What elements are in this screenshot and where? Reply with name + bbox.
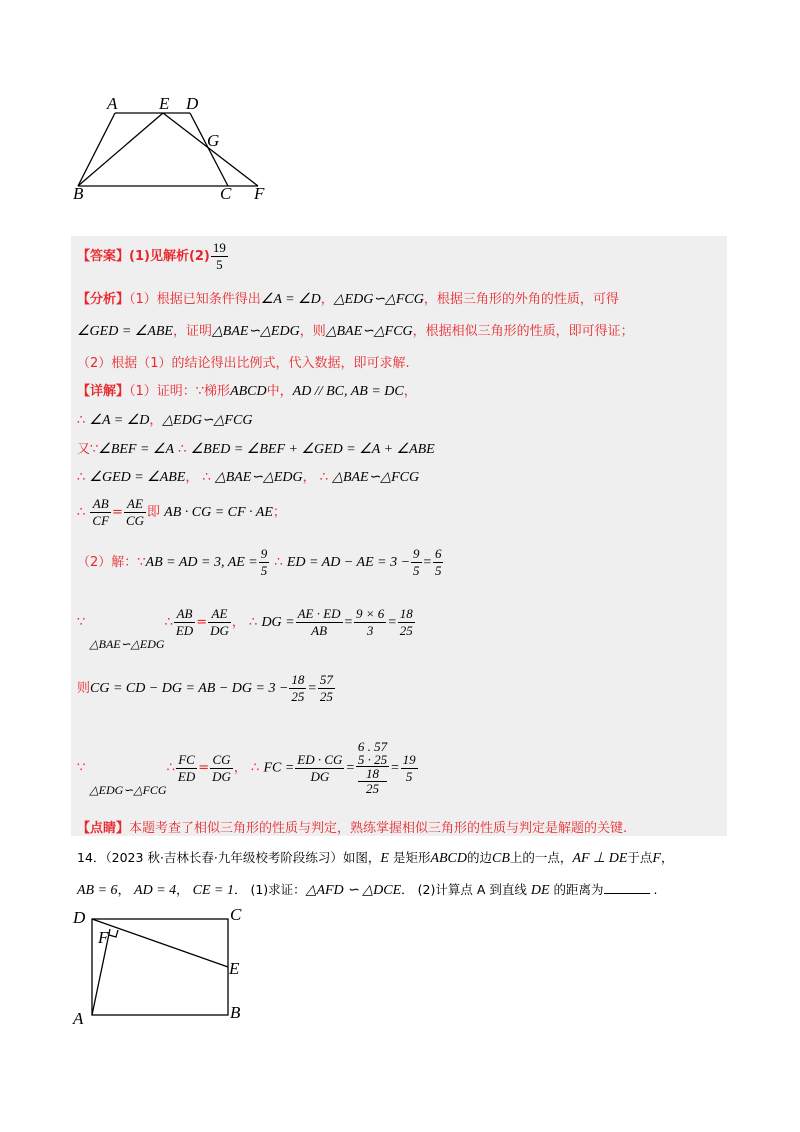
detail-math-17: FC = xyxy=(263,760,295,776)
analysis-line-3 xyxy=(77,352,410,371)
frac-num: 18 xyxy=(291,672,305,687)
frac-cg-dg xyxy=(210,752,233,785)
frac-den: AB xyxy=(311,623,328,638)
detail-text-6: 则 xyxy=(77,681,91,696)
frac-6-5 xyxy=(433,546,444,579)
detail-math-7: ∠GED = ∠ABE xyxy=(89,470,186,485)
detail-math-16: △EDG∽△FCG xyxy=(89,782,167,797)
q14-math-10: DE xyxy=(530,883,550,898)
answer-text: (1)见解析(2) xyxy=(129,249,210,264)
label-c2: C xyxy=(230,905,242,924)
q14-text-1: 14．（2023 秋·吉林长春·九年级校考阶段练习）如图， xyxy=(77,850,381,865)
frac-den: 25 xyxy=(319,689,333,704)
detail-line-9: ∵ △EDG∽△FCG∴ $\frac{FC}{ED}$ = $\frac{CG}{DG}$ ， ∴ FC = $\frac{ED \cdot CG}{DG}$ = 6 . 57 5 · 25 18 25 = $\frac{19}{5}$ xyxy=(77,739,416,797)
frac-den: ED xyxy=(175,623,194,638)
frac-num: AE xyxy=(208,606,231,623)
detail-math-6: ∠BED = ∠BEF + ∠GED = ∠A + ∠ABE xyxy=(190,442,435,457)
detail-text-4: 即 xyxy=(147,505,161,520)
frac-ab-cf xyxy=(90,496,111,529)
frac-den: 5 xyxy=(405,768,413,784)
label-e2: E xyxy=(229,959,240,978)
analysis-text-2: ，根据三角形的外角的性质，可得 xyxy=(423,292,619,307)
detail-math-11: AB = AD = 3, AE = xyxy=(145,555,258,570)
analysis-text-5: ，根据相似三角形的性质，即可得证； xyxy=(412,324,634,339)
frac-den: 3 xyxy=(366,623,374,638)
analysis-text-1: （1）根据已知条件得出 xyxy=(129,292,261,307)
q14-text-3: 的边 xyxy=(467,850,493,865)
analysis-tag: 【分析】 xyxy=(77,292,130,307)
detail-math-13: △BAE∽△EDG xyxy=(89,637,165,651)
frac-num: 9 × 6 xyxy=(356,606,385,621)
q14-math-6: AB = 6 xyxy=(77,883,118,898)
frac-57-25 xyxy=(318,672,335,705)
answer-tag: 【答案】 xyxy=(77,249,130,264)
label-d: D xyxy=(186,94,199,113)
label-b2: B xyxy=(230,1003,241,1022)
frac-den xyxy=(356,767,389,796)
q14-math-3: CB xyxy=(492,851,510,866)
frac-num: FC xyxy=(176,752,197,769)
answer-num: 19 xyxy=(212,240,226,255)
analysis-line-1: 【分析】（1）根据已知条件得出∠A = ∠D，△EDG∽△FCG，根据三角形的外角的性质，可得 xyxy=(77,292,619,307)
frac-ae-dg xyxy=(208,606,231,639)
comment-line xyxy=(77,817,627,836)
comment-text: 本题考查了相似三角形的性质与判定，熟练掌握相似三角形的性质与判定是解题的关键. xyxy=(129,821,628,836)
q14-math-7: AD = 4 xyxy=(134,883,177,898)
frac-ab-ed xyxy=(174,606,195,639)
frac-num: CG xyxy=(210,752,233,769)
frac-num: 18 xyxy=(399,606,413,621)
frac-den: CF xyxy=(92,513,110,528)
detail-text-3: 又∵ xyxy=(77,442,99,457)
frac-den-b: 25 xyxy=(366,781,380,796)
label-e: E xyxy=(159,94,170,113)
frac-num: 19 xyxy=(402,751,416,767)
detail-math-15: CG = CD − DG = AB − DG = 3 − xyxy=(90,681,289,696)
label-a: A xyxy=(107,94,118,113)
detail-math-3: ∠A = ∠D xyxy=(89,413,150,428)
label-b: B xyxy=(73,184,84,203)
analysis-math-4: △BAE∽△EDG xyxy=(212,324,300,339)
q14-end: . xyxy=(653,882,658,897)
frac-num: ED · CG xyxy=(297,751,343,767)
frac-18-25b xyxy=(289,672,306,705)
frac-den-a: 18 xyxy=(358,767,387,782)
question-14-line-1: 14．（2023 秋·吉林长春·九年级校考阶段练习）如图，E 是矩形ABCD的边CB上的一点，AF ⊥ DE于点F， xyxy=(77,850,674,866)
frac-18-25 xyxy=(398,606,415,639)
detail-text-5: （2）解：∵ xyxy=(77,555,146,570)
label-g: G xyxy=(207,131,220,150)
q14-text-4: 上的一点， xyxy=(509,850,573,865)
q14-text-7: (2)计算点 A 到直线 xyxy=(417,882,527,897)
q14-math-1: E xyxy=(380,851,389,866)
analysis-line-2 xyxy=(77,320,634,340)
frac-nested xyxy=(354,606,386,639)
frac-19-5 xyxy=(401,752,418,785)
analysis-text-4: ，则 xyxy=(299,324,326,339)
label-f: F xyxy=(254,184,265,203)
q14-text-8: 的距离为 xyxy=(553,882,604,897)
question-14-line-2: AB = 6， AD = 4， CE = 1． (1)求证：△AFD ∽ △DCE． (2)计算点 A 到直线 DE 的距离为 . xyxy=(77,882,658,898)
frac-9-5 xyxy=(259,546,270,579)
frac-edcg-dg xyxy=(295,752,344,785)
frac-num: 9 xyxy=(260,546,268,561)
frac-num: AB xyxy=(90,496,111,513)
frac-num: AB xyxy=(174,606,195,623)
detail-math-4: △EDG∽△FCG xyxy=(162,413,253,428)
detail-math-14: DG = xyxy=(261,615,295,630)
label-f2: F xyxy=(98,928,109,947)
frac-den: DG xyxy=(210,623,229,638)
frac-num: AE · ED xyxy=(297,606,341,621)
detail-line-4: ∴ ∠GED = ∠ABE， ∴ △BAE∽△EDG， ∴ △BAE∽△FCG xyxy=(77,470,420,485)
detail-line-1: 【详解】（1）证明：∵梯形ABCD中，AD // BC, AB = DC， xyxy=(77,384,417,399)
analysis-math-5: △BAE∽△FCG xyxy=(325,324,413,339)
frac-aeed-ab xyxy=(296,606,343,639)
q14-math-2: ABCD xyxy=(430,851,468,866)
comment-tag: 【点睛】 xyxy=(77,821,130,836)
frac-num: AE xyxy=(124,496,146,513)
q14-math-8: CE = 1 xyxy=(192,883,234,898)
analysis-text-3: ，证明 xyxy=(172,324,212,339)
answer-blank[interactable] xyxy=(604,881,650,894)
q14-text-5: 于点 xyxy=(627,850,653,865)
detail-text-1: （1）证明：∵梯形 xyxy=(129,384,231,399)
label-d2: D xyxy=(73,908,86,927)
frac-fc-ed xyxy=(176,752,197,785)
detail-math-12: ED = AD − AE = 3 − xyxy=(286,555,411,570)
q14-math-4: AF ⊥ DE xyxy=(572,851,628,866)
detail-line-5: ∴ $\frac{AB}{CF}$ = $\frac{AE}{CG}$ 即 AB · CG = CF · AE； xyxy=(77,496,286,528)
label-c: C xyxy=(220,184,232,203)
frac-9-5b xyxy=(411,546,422,579)
detail-math-1: ABCD xyxy=(230,384,267,399)
detail-math-5: ∠BEF = ∠A xyxy=(98,442,175,457)
trapezoid-figure xyxy=(60,92,280,207)
frac-den: CG xyxy=(125,513,144,528)
detail-line-2: ∴ ∠A = ∠D，△EDG∽△FCG xyxy=(77,413,253,428)
analysis-text-6: （2）根据（1）的结论得出比例式，代入数据，即可求解. xyxy=(77,356,410,371)
frac-ae-cg xyxy=(124,496,146,529)
detail-math-9: △BAE∽△FCG xyxy=(332,470,420,485)
answer-line xyxy=(77,240,229,273)
detail-math-2: AD // BC, AB = DC xyxy=(292,384,404,399)
frac-num xyxy=(356,740,389,767)
frac-den: 5 xyxy=(434,563,442,578)
frac-den: 25 xyxy=(399,623,413,638)
detail-math-10: AB · CG = CF · AE xyxy=(164,505,273,520)
frac-nested-2 xyxy=(356,740,389,796)
detail-tag: 【详解】 xyxy=(77,384,130,399)
q14-text-6: (1)求证： xyxy=(250,882,306,897)
analysis-math-2: △EDG∽△FCG xyxy=(333,292,424,307)
analysis-math-3: ∠GED = ∠ABE xyxy=(77,324,173,339)
rectangle-figure xyxy=(80,905,240,1025)
answer-fraction xyxy=(211,240,228,273)
detail-line-8: 则CG = CD − DG = AB − DG = 3 − $\frac{18}{25}$ = $\frac{57}{25}$ xyxy=(77,672,333,704)
frac-den: 25 xyxy=(291,689,305,704)
frac-num: 6 xyxy=(434,546,442,561)
analysis-math-1: ∠A = ∠D xyxy=(260,292,321,307)
label-a2: A xyxy=(73,1009,84,1028)
detail-line-7: ∵ △BAE∽△EDG∴ $\frac{AB}{ED}$ = $\frac{AE}{DG}$ ， ∴ DG = $\frac{AE \cdot ED}{AB}$ = $\frac{9 \times 6}{3}$ = $\frac{18}{25}$ xyxy=(77,606,413,651)
q14-math-9: △AFD ∽ △DCE xyxy=(305,883,402,898)
frac-den: DG xyxy=(212,768,231,784)
detail-line-6: （2）解：∵AB = AD = 3, AE = $\frac{9}{5}$ ∴ ED = AD − AE = 3 − $\frac{9}{5}$ = $\frac{6}{5}$ xyxy=(77,546,442,578)
frac-den: 5 xyxy=(260,563,268,578)
detail-math-8: △BAE∽△EDG xyxy=(214,470,303,485)
q14-text-2: 是矩形 xyxy=(392,850,431,865)
detail-line-3: 又∵∠BEF = ∠A ∴ ∠BED = ∠BEF + ∠GED = ∠A + ∠ABE xyxy=(77,442,435,457)
detail-text-2: 中， xyxy=(266,384,293,399)
answer-den: 5 xyxy=(216,257,223,272)
frac-den: DG xyxy=(310,768,330,784)
frac-num: 57 xyxy=(319,672,333,687)
frac-num: 9 xyxy=(413,546,420,561)
frac-den: 5 xyxy=(413,563,420,578)
frac-num-b: 5 · 25 xyxy=(357,752,388,767)
frac-num-a: 6 . 57 xyxy=(357,739,388,754)
q14-math-5: F xyxy=(652,851,661,866)
frac-den: ED xyxy=(177,768,196,784)
